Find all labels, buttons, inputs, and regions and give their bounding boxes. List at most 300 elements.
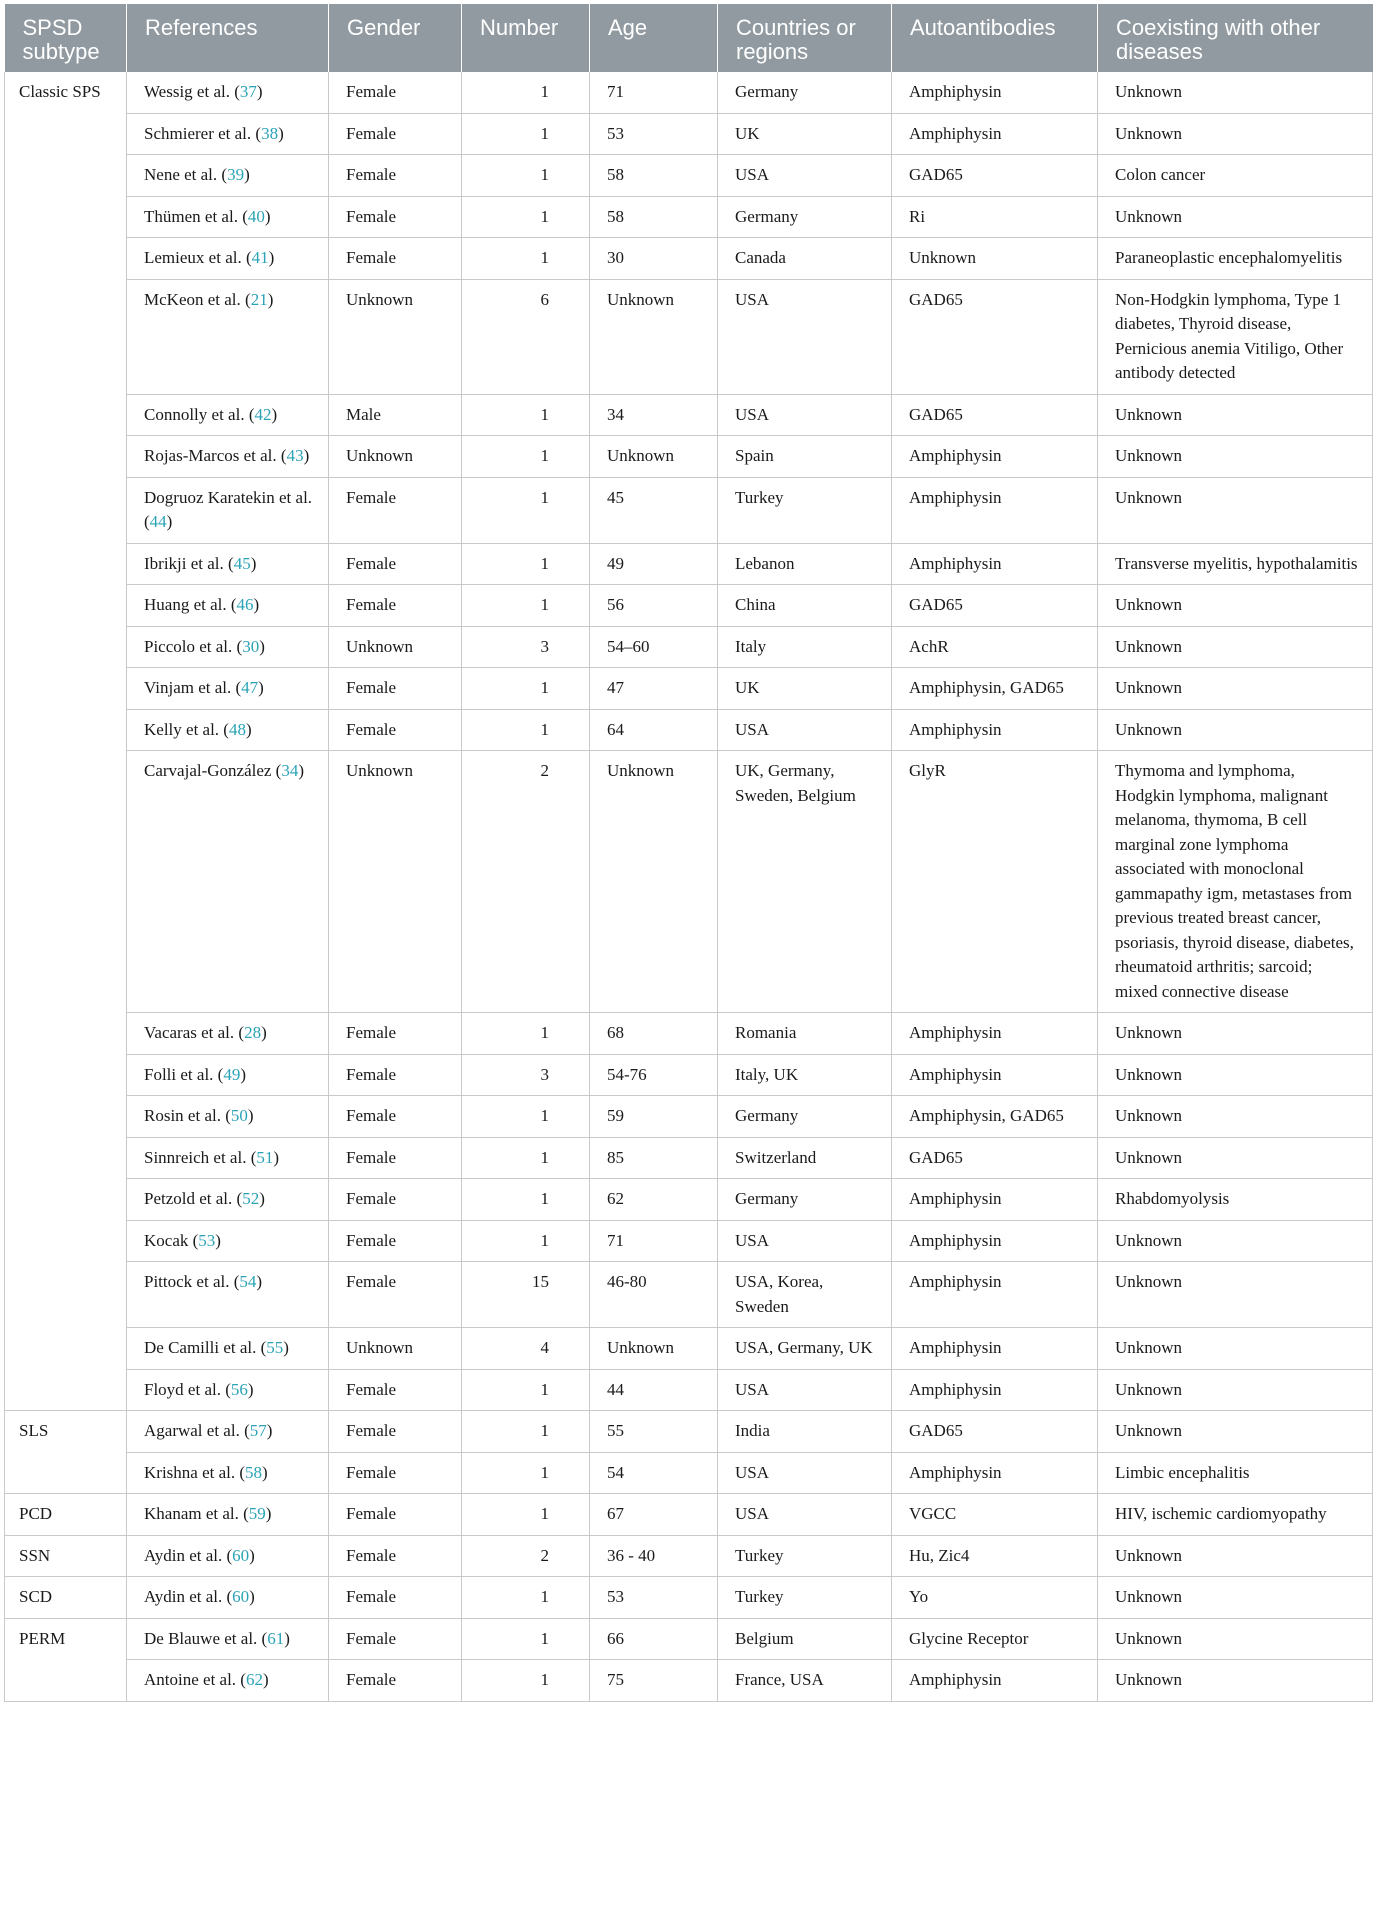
- cell-number: 1: [462, 1179, 590, 1221]
- table-row: [5, 1013, 1373, 1055]
- cell-gender: Female: [329, 668, 462, 710]
- cell-country: Turkey: [718, 1577, 892, 1619]
- cell-number: 1: [462, 585, 590, 627]
- cell-reference: [127, 1369, 329, 1411]
- cell-gender: Unknown: [329, 279, 462, 394]
- reference-text: Pittock et al. (: [144, 1272, 240, 1291]
- reference-link[interactable]: 61: [267, 1628, 285, 1648]
- cell-number: 1: [462, 113, 590, 155]
- reference-close: ): [267, 289, 274, 309]
- cell-country: USA, Korea, Sweden: [718, 1262, 892, 1328]
- table-row: [5, 1054, 1373, 1096]
- table-row: [5, 1452, 1373, 1494]
- cell-gender: Female: [329, 238, 462, 280]
- reference-link[interactable]: 51: [256, 1147, 274, 1167]
- cell-country: USA: [718, 1220, 892, 1262]
- cell-age: 56: [590, 585, 718, 627]
- cell-autoantibodies: VGCC: [892, 1494, 1098, 1536]
- reference-link[interactable]: 40: [247, 206, 265, 226]
- reference-close: ): [249, 1587, 255, 1606]
- cell-number: 3: [462, 626, 590, 668]
- reference-close: ): [240, 1064, 246, 1084]
- cell-country: Italy: [718, 626, 892, 668]
- cell-coexisting: Unknown: [1098, 1054, 1373, 1096]
- cell-country: USA: [718, 1494, 892, 1536]
- reference-close: ): [249, 1545, 255, 1565]
- cell-reference: [127, 436, 329, 478]
- table-header-row: [5, 4, 1373, 72]
- cell-country: Turkey: [718, 1535, 892, 1577]
- cell-reference: [127, 238, 329, 280]
- cell-coexisting: Unknown: [1098, 1411, 1373, 1453]
- cell-number: 1: [462, 155, 590, 197]
- header-autoantibodies: Autoantibodies: [892, 4, 1098, 72]
- cell-number: 1: [462, 1137, 590, 1179]
- cell-gender: Female: [329, 1411, 462, 1453]
- table-row: [5, 1262, 1373, 1328]
- cell-number: 1: [462, 1618, 590, 1660]
- cell-autoantibodies: Amphiphysin: [892, 1369, 1098, 1411]
- cell-number: 1: [462, 394, 590, 436]
- reference-link[interactable]: 58: [245, 1462, 263, 1482]
- cell-country: Switzerland: [718, 1137, 892, 1179]
- cell-age: 66: [590, 1618, 718, 1660]
- cell-reference: [127, 1618, 329, 1660]
- cell-reference: [127, 585, 329, 627]
- cell-gender: Female: [329, 1054, 462, 1096]
- cell-age: 58: [590, 196, 718, 238]
- reference-text: Schmierer et al. (: [144, 123, 262, 143]
- cell-gender: Unknown: [329, 1328, 462, 1370]
- cell-country: Germany: [718, 72, 892, 113]
- cell-number: 1: [462, 668, 590, 710]
- reference-text: Aydin et al. (: [144, 1587, 233, 1606]
- reference-link[interactable]: 50: [230, 1106, 248, 1125]
- reference-close: ): [250, 553, 257, 573]
- table-row: [5, 1411, 1373, 1453]
- reference-text: McKeon et al. (: [144, 289, 251, 309]
- table-body: [5, 72, 1373, 1701]
- reference-link[interactable]: 62: [245, 1670, 263, 1689]
- reference-link[interactable]: 57: [249, 1421, 267, 1440]
- cell-country: Germany: [718, 196, 892, 238]
- reference-link[interactable]: 39: [227, 165, 245, 184]
- reference-text: Wessig et al. (: [144, 82, 240, 101]
- table-row: [5, 1369, 1373, 1411]
- table-row: [5, 1328, 1373, 1370]
- reference-text: Kelly et al. (: [144, 719, 229, 739]
- cell-gender: Unknown: [329, 436, 462, 478]
- cell-reference: [127, 1577, 329, 1619]
- reference-link[interactable]: 21: [250, 289, 268, 309]
- cell-country: USA: [718, 394, 892, 436]
- reference-link[interactable]: 55: [266, 1338, 284, 1357]
- cell-age: 71: [590, 72, 718, 113]
- cell-gender: Female: [329, 543, 462, 585]
- cell-age: 53: [590, 113, 718, 155]
- reference-link[interactable]: 44: [149, 512, 167, 531]
- cell-age: 59: [590, 1096, 718, 1138]
- cell-country: China: [718, 585, 892, 627]
- cell-reference: [127, 1137, 329, 1179]
- cell-age: 44: [590, 1369, 718, 1411]
- reference-link[interactable]: 52: [242, 1189, 260, 1208]
- cell-number: 1: [462, 196, 590, 238]
- cell-country: Turkey: [718, 477, 892, 543]
- cell-country: Spain: [718, 436, 892, 478]
- cell-autoantibodies: Ri: [892, 196, 1098, 238]
- cell-autoantibodies: GAD65: [892, 585, 1098, 627]
- cell-coexisting: Thymoma and lymphoma, Hodgkin lymphoma, malignant melanoma, thymoma, B cell marginal zone lymphoma associated with monoclonal gammapathy igm, metastases from previous treated breast cancer, psoriasis, thyroid disease, diabetes, rheumatoid arthritis; sarcoid; mixed connective disease: [1098, 751, 1373, 1013]
- cell-coexisting: Unknown: [1098, 1618, 1373, 1660]
- table-row: [5, 238, 1373, 280]
- cell-reference: [127, 196, 329, 238]
- cell-autoantibodies: GAD65: [892, 155, 1098, 197]
- table-row: [5, 155, 1373, 197]
- cell-age: 85: [590, 1137, 718, 1179]
- reference-text: Vacaras et al. (: [144, 1023, 245, 1042]
- cell-autoantibodies: Amphiphysin: [892, 1262, 1098, 1328]
- cell-reference: [127, 1262, 329, 1328]
- cell-country: Canada: [718, 238, 892, 280]
- cell-autoantibodies: Amphiphysin: [892, 709, 1098, 751]
- cell-autoantibodies: Amphiphysin: [892, 436, 1098, 478]
- table-row: [5, 477, 1373, 543]
- cell-country: USA: [718, 1452, 892, 1494]
- reference-text: Floyd et al. (: [144, 1379, 231, 1399]
- cell-coexisting: Unknown: [1098, 196, 1373, 238]
- reference-text: Lemieux et al. (: [144, 248, 252, 267]
- cell-gender: Female: [329, 196, 462, 238]
- reference-close: ): [298, 761, 305, 780]
- cell-coexisting: Unknown: [1098, 1577, 1373, 1619]
- cell-autoantibodies: Amphiphysin: [892, 1452, 1098, 1494]
- cell-gender: Female: [329, 155, 462, 197]
- reference-close: ): [278, 123, 284, 143]
- reference-link[interactable]: 54: [239, 1272, 257, 1291]
- cell-age: 30: [590, 238, 718, 280]
- cell-number: 2: [462, 1535, 590, 1577]
- cell-country: UK: [718, 668, 892, 710]
- cell-coexisting: Unknown: [1098, 585, 1373, 627]
- cell-coexisting: Unknown: [1098, 668, 1373, 710]
- cell-autoantibodies: Amphiphysin: [892, 1660, 1098, 1702]
- reference-close: ): [247, 1106, 254, 1125]
- cell-autoantibodies: GAD65: [892, 1411, 1098, 1453]
- reference-close: ): [256, 82, 263, 101]
- cell-coexisting: Unknown: [1098, 1369, 1373, 1411]
- header-references: References: [127, 4, 329, 72]
- reference-link[interactable]: 53: [198, 1230, 216, 1250]
- cell-gender: Female: [329, 1660, 462, 1702]
- cell-autoantibodies: Amphiphysin: [892, 1179, 1098, 1221]
- cell-age: Unknown: [590, 1328, 718, 1370]
- cell-age: 54: [590, 1452, 718, 1494]
- reference-text: Connolly et al. (: [144, 404, 255, 424]
- reference-link[interactable]: 28: [244, 1023, 262, 1042]
- reference-close: ): [256, 1272, 263, 1291]
- cell-number: 1: [462, 1577, 590, 1619]
- cell-coexisting: Unknown: [1098, 1535, 1373, 1577]
- cell-country: Germany: [718, 1096, 892, 1138]
- spsd-cases-table: [4, 4, 1373, 1702]
- reference-text: Nene et al. (: [144, 165, 228, 184]
- header-age: Age: [590, 4, 718, 72]
- reference-link[interactable]: 56: [230, 1379, 248, 1399]
- cell-age: Unknown: [590, 751, 718, 1013]
- reference-link[interactable]: 59: [248, 1504, 266, 1523]
- cell-number: 1: [462, 238, 590, 280]
- cell-autoantibodies: Unknown: [892, 238, 1098, 280]
- reference-link[interactable]: 48: [228, 719, 246, 739]
- cell-number: 1: [462, 436, 590, 478]
- cell-number: 3: [462, 1054, 590, 1096]
- cell-country: Germany: [718, 1179, 892, 1221]
- reference-text: Agarwal et al. (: [144, 1421, 250, 1440]
- table-row: [5, 1660, 1373, 1702]
- cell-coexisting: Unknown: [1098, 477, 1373, 543]
- reference-link[interactable]: 45: [233, 553, 251, 573]
- cell-coexisting: Unknown: [1098, 1660, 1373, 1702]
- cell-reference: [127, 751, 329, 1013]
- cell-autoantibodies: Hu, Zic4: [892, 1535, 1098, 1577]
- cell-coexisting: Colon cancer: [1098, 155, 1373, 197]
- reference-text: De Camilli et al. (: [144, 1338, 267, 1357]
- cell-gender: Unknown: [329, 626, 462, 668]
- cell-reference: [127, 1328, 329, 1370]
- cell-number: 1: [462, 1494, 590, 1536]
- header-spsd-subtype: SPSD subtype: [5, 4, 127, 72]
- reference-link[interactable]: 37: [239, 82, 257, 101]
- cell-reference: [127, 155, 329, 197]
- cell-number: 1: [462, 1013, 590, 1055]
- cell-reference: [127, 1452, 329, 1494]
- table-row: [5, 1220, 1373, 1262]
- cell-age: Unknown: [590, 436, 718, 478]
- cell-autoantibodies: Amphiphysin: [892, 543, 1098, 585]
- reference-link[interactable]: 47: [241, 678, 259, 697]
- cell-number: 1: [462, 72, 590, 113]
- reference-close: ): [268, 248, 275, 267]
- cell-age: 62: [590, 1179, 718, 1221]
- cell-age: 54–60: [590, 626, 718, 668]
- cell-reference: [127, 1660, 329, 1702]
- reference-link[interactable]: 38: [261, 123, 279, 143]
- reference-link[interactable]: 42: [254, 404, 272, 424]
- reference-close: ): [244, 165, 250, 184]
- cell-gender: Female: [329, 477, 462, 543]
- cell-country: Italy, UK: [718, 1054, 892, 1096]
- reference-text: Dogruoz Karatekin et al. (: [144, 487, 313, 531]
- cell-spsd-subtype: SSN: [5, 1535, 127, 1577]
- cell-coexisting: Unknown: [1098, 1262, 1373, 1328]
- reference-link[interactable]: 30: [242, 636, 260, 656]
- cell-gender: Female: [329, 585, 462, 627]
- reference-link[interactable]: 34: [281, 761, 299, 780]
- cell-gender: Female: [329, 1137, 462, 1179]
- table-row: [5, 113, 1373, 155]
- cell-autoantibodies: Amphiphysin: [892, 1054, 1098, 1096]
- cell-autoantibodies: GAD65: [892, 1137, 1098, 1179]
- cell-gender: Unknown: [329, 751, 462, 1013]
- cell-reference: [127, 1054, 329, 1096]
- cell-autoantibodies: Amphiphysin: [892, 1013, 1098, 1055]
- cell-country: Romania: [718, 1013, 892, 1055]
- cell-coexisting: Unknown: [1098, 113, 1373, 155]
- reference-close: ): [261, 1023, 267, 1042]
- cell-reference: [127, 72, 329, 113]
- table-row: [5, 543, 1373, 585]
- cell-reference: [127, 668, 329, 710]
- cell-age: 47: [590, 668, 718, 710]
- table-row: [5, 72, 1373, 113]
- cell-gender: Female: [329, 1618, 462, 1660]
- cell-reference: [127, 1013, 329, 1055]
- cell-autoantibodies: Amphiphysin: [892, 1328, 1098, 1370]
- reference-link[interactable]: 41: [251, 248, 269, 267]
- cell-autoantibodies: Yo: [892, 1577, 1098, 1619]
- cell-coexisting: Paraneoplastic encephalomyelitis: [1098, 238, 1373, 280]
- reference-link[interactable]: 43: [286, 446, 304, 465]
- cell-spsd-subtype: Classic SPS: [5, 72, 127, 1411]
- cell-number: 1: [462, 1660, 590, 1702]
- reference-text: Antoine et al. (: [144, 1670, 246, 1689]
- cell-gender: Female: [329, 1535, 462, 1577]
- cell-spsd-subtype: PERM: [5, 1618, 127, 1701]
- cell-country: UK, Germany, Sweden, Belgium: [718, 751, 892, 1013]
- reference-link[interactable]: 49: [223, 1064, 241, 1084]
- cell-autoantibodies: GAD65: [892, 394, 1098, 436]
- cell-country: Lebanon: [718, 543, 892, 585]
- cell-reference: [127, 1411, 329, 1453]
- cell-gender: Female: [329, 1262, 462, 1328]
- reference-close: ): [259, 1189, 265, 1208]
- cell-autoantibodies: Amphiphysin: [892, 113, 1098, 155]
- table-row: [5, 585, 1373, 627]
- table-row: [5, 1618, 1373, 1660]
- reference-text: Petzold et al. (: [144, 1189, 243, 1208]
- table-row: [5, 1535, 1373, 1577]
- table-row: [5, 436, 1373, 478]
- reference-link[interactable]: 60: [232, 1587, 250, 1606]
- cell-coexisting: Unknown: [1098, 1137, 1373, 1179]
- reference-text: Sinnreich et al. (: [144, 1147, 257, 1167]
- cell-coexisting: Unknown: [1098, 1220, 1373, 1262]
- reference-close: ): [271, 404, 278, 424]
- cell-autoantibodies: GlyR: [892, 751, 1098, 1013]
- reference-close: ): [259, 636, 265, 656]
- cell-gender: Female: [329, 1096, 462, 1138]
- reference-text: Krishna et al. (: [144, 1462, 246, 1482]
- reference-close: ): [284, 1628, 290, 1648]
- cell-coexisting: Rhabdomyolysis: [1098, 1179, 1373, 1221]
- cell-autoantibodies: Amphiphysin, GAD65: [892, 1096, 1098, 1138]
- reference-close: ): [266, 1421, 273, 1440]
- cell-spsd-subtype: SCD: [5, 1577, 127, 1619]
- cell-gender: Female: [329, 72, 462, 113]
- table-row: [5, 709, 1373, 751]
- header-number: Number: [462, 4, 590, 72]
- cell-age: 55: [590, 1411, 718, 1453]
- table-row: [5, 1577, 1373, 1619]
- cell-coexisting: Transverse myelitis, hypothalamitis: [1098, 543, 1373, 585]
- cell-number: 1: [462, 1452, 590, 1494]
- reference-close: ): [253, 595, 260, 614]
- cell-age: 68: [590, 1013, 718, 1055]
- cell-reference: [127, 1535, 329, 1577]
- cell-number: 1: [462, 709, 590, 751]
- cell-reference: [127, 279, 329, 394]
- reference-close: ): [265, 1504, 272, 1523]
- reference-text: Khanam et al. (: [144, 1504, 249, 1523]
- reference-close: ): [283, 1338, 289, 1357]
- reference-close: ): [273, 1147, 280, 1167]
- cell-age: 58: [590, 155, 718, 197]
- reference-close: ): [258, 678, 264, 697]
- cell-gender: Female: [329, 1013, 462, 1055]
- reference-close: ): [166, 512, 173, 531]
- table-row: [5, 668, 1373, 710]
- reference-text: Rosin et al. (: [144, 1106, 231, 1125]
- cell-number: 4: [462, 1328, 590, 1370]
- cell-coexisting: Unknown: [1098, 72, 1373, 113]
- reference-text: Carvajal-González (: [144, 761, 282, 780]
- cell-autoantibodies: Amphiphysin, GAD65: [892, 668, 1098, 710]
- cell-gender: Female: [329, 1369, 462, 1411]
- cell-reference: [127, 477, 329, 543]
- cell-number: 2: [462, 751, 590, 1013]
- cell-country: USA: [718, 155, 892, 197]
- cell-gender: Male: [329, 394, 462, 436]
- reference-link[interactable]: 60: [232, 1545, 250, 1565]
- cell-coexisting: Unknown: [1098, 436, 1373, 478]
- table-row: [5, 279, 1373, 394]
- cell-autoantibodies: Amphiphysin: [892, 72, 1098, 113]
- reference-close: ): [303, 446, 310, 465]
- cell-age: 36 - 40: [590, 1535, 718, 1577]
- cell-country: UK: [718, 113, 892, 155]
- reference-close: ): [247, 1379, 254, 1399]
- table-row: [5, 196, 1373, 238]
- cell-gender: Female: [329, 1220, 462, 1262]
- cell-number: 1: [462, 477, 590, 543]
- cell-reference: [127, 543, 329, 585]
- cell-reference: [127, 394, 329, 436]
- reference-text: Folli et al. (: [144, 1064, 224, 1084]
- reference-text: Huang et al. (: [144, 595, 237, 614]
- table-row: [5, 1179, 1373, 1221]
- reference-text: Kocak (: [144, 1230, 199, 1250]
- cell-reference: [127, 626, 329, 668]
- cell-gender: Female: [329, 113, 462, 155]
- cell-coexisting: Limbic encephalitis: [1098, 1452, 1373, 1494]
- cell-gender: Female: [329, 1452, 462, 1494]
- table-row: [5, 626, 1373, 668]
- cell-number: 1: [462, 1220, 590, 1262]
- reference-close: ): [264, 206, 271, 226]
- cell-reference: [127, 1220, 329, 1262]
- table-row: [5, 394, 1373, 436]
- reference-text: De Blauwe et al. (: [144, 1628, 268, 1648]
- reference-text: Aydin et al. (: [144, 1545, 233, 1565]
- reference-link[interactable]: 46: [236, 595, 254, 614]
- cell-reference: [127, 1179, 329, 1221]
- cell-coexisting: Unknown: [1098, 394, 1373, 436]
- cell-country: France, USA: [718, 1660, 892, 1702]
- cell-age: Unknown: [590, 279, 718, 394]
- header-gender: Gender: [329, 4, 462, 72]
- cell-number: 1: [462, 543, 590, 585]
